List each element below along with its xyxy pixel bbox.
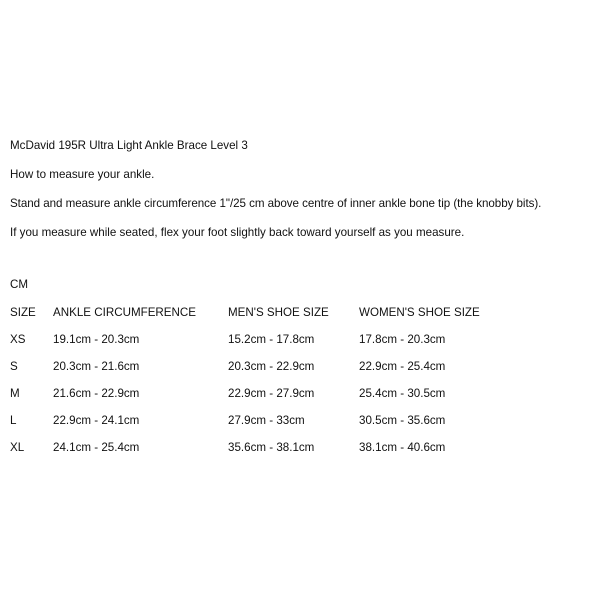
product-title: McDavid 195R Ultra Light Ankle Brace Level 3	[10, 139, 248, 152]
header-size: SIZE	[10, 306, 36, 319]
ankle-cell: 20.3cm - 21.6cm	[53, 360, 140, 373]
measure-intro: How to measure your ankle.	[10, 168, 155, 181]
mens-shoe-cell: 22.9cm - 27.9cm	[228, 387, 315, 400]
unit-label: CM	[10, 278, 29, 291]
ankle-cell: 22.9cm - 24.1cm	[53, 414, 140, 427]
header-womens-shoe-size: WOMEN'S SHOE SIZE	[359, 306, 480, 319]
header-mens-shoe-size: MEN'S SHOE SIZE	[228, 306, 329, 319]
mens-shoe-cell: 15.2cm - 17.8cm	[228, 333, 315, 346]
table-row	[10, 387, 519, 414]
mens-shoe-cell: 35.6cm - 38.1cm	[228, 441, 315, 454]
table-row	[10, 333, 519, 360]
table-row	[10, 360, 519, 387]
table-row	[10, 414, 519, 441]
womens-shoe-cell: 25.4cm - 30.5cm	[359, 387, 446, 400]
ankle-cell: 19.1cm - 20.3cm	[53, 333, 140, 346]
table-header-row	[10, 306, 519, 333]
standing-instruction: Stand and measure ankle circumference 1"/25 cm above centre of inner ankle bone tip (the knobby bits).	[10, 197, 542, 210]
mens-shoe-cell: 20.3cm - 22.9cm	[228, 360, 315, 373]
womens-shoe-cell: 38.1cm - 40.6cm	[359, 441, 446, 454]
ankle-cell: 21.6cm - 22.9cm	[53, 387, 140, 400]
size-cell: XL	[10, 441, 25, 454]
seated-instruction: If you measure while seated, flex your foot slightly back toward yourself as you measure.	[10, 226, 465, 239]
womens-shoe-cell: 30.5cm - 35.6cm	[359, 414, 446, 427]
table-row	[10, 441, 519, 468]
mens-shoe-cell: 27.9cm - 33cm	[228, 414, 305, 427]
size-cell: L	[10, 414, 17, 427]
size-chart-table	[10, 306, 519, 468]
size-cell: M	[10, 387, 20, 400]
size-cell: XS	[10, 333, 26, 346]
header-ankle-circumference: ANKLE CIRCUMFERENCE	[53, 306, 197, 319]
ankle-cell: 24.1cm - 25.4cm	[53, 441, 140, 454]
womens-shoe-cell: 22.9cm - 25.4cm	[359, 360, 446, 373]
womens-shoe-cell: 17.8cm - 20.3cm	[359, 333, 446, 346]
size-cell: S	[10, 360, 18, 373]
